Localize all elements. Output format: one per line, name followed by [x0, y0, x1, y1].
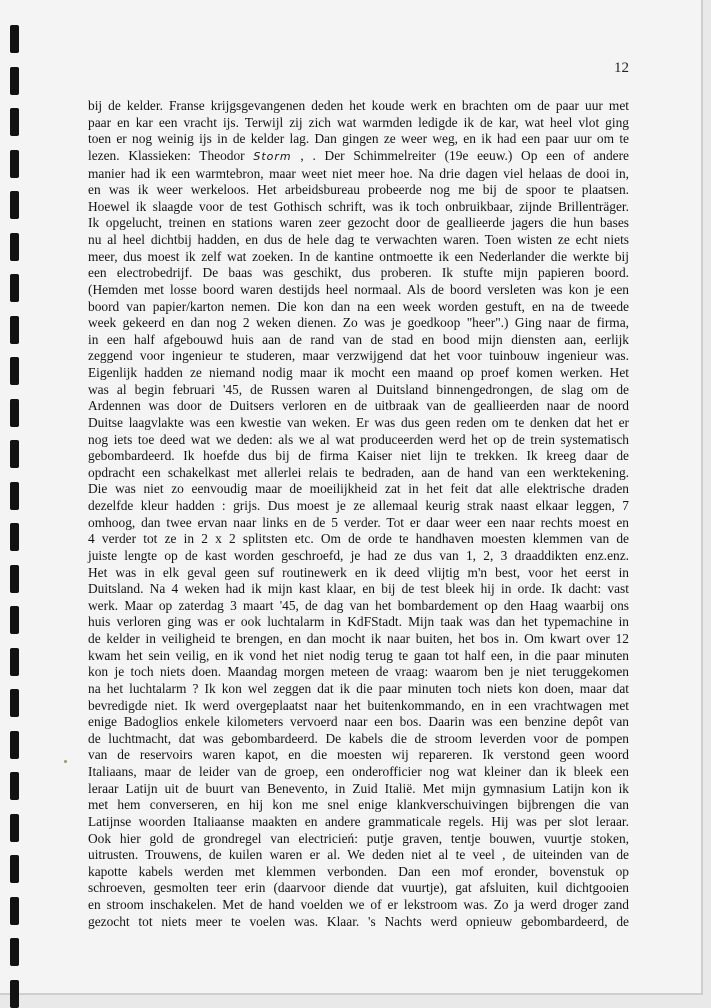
text-line: leraar Latijn uit de buurt van Benevento, in Zuid Italië. Met mijn gymnasium Latijn kon ik — [88, 780, 629, 796]
stray-mark — [64, 760, 67, 763]
text-segment: , . Der Schimmelreiter (19e eeuw.) Op een of andere — [291, 147, 629, 163]
binder-hole — [10, 150, 19, 178]
text-line: Die was niet zo eenvoudig maar de moeilijkheid zat in het feit dat alle elektrische draden — [88, 481, 629, 497]
text-line: Ardennen was door de Duitsers verloren en de uitbraak van de geallieerden naar de noord — [88, 398, 629, 414]
binder-hole — [10, 565, 19, 593]
text-line: Het was in elk geval geen suf routinewerk en ik deed vlijtig m'n best, voor het eerst in — [88, 564, 629, 580]
binder-hole — [10, 855, 19, 883]
text-line: kapotte kabels werden met klemmen verbonden. Dan een mof eronder, bovenstuk op — [88, 863, 629, 879]
text-line: huis verloren ging was er ook luchtalarm in KdFStadt. Mijn taak was dan het typemachine in — [88, 614, 629, 630]
text-line: met hem converseren, en hij kon me snel enige klankverschuivingen bijbrengen die van — [88, 797, 629, 813]
text-line: Latijnse woorden Italiaanse maakten en andere grammaticale regels. Hij was per slot leraar. — [88, 813, 629, 829]
binder-hole — [10, 648, 19, 676]
text-line: van de reservoirs waren kapot, en die moesten wij repareren. Ik verstond geen woord — [88, 747, 629, 763]
text-line: juiste lengte op de kast worden geschroefd, je had ze dus van 1, 2, 3 draaddikten enz.enz. — [88, 547, 629, 563]
text-line: meer, dus moest ik zelf wat zoeken. In de kantine ontmoette ik een Nederlander die werkte bij — [88, 248, 629, 264]
text-line: de kelder in veiligheid te brengen, en dan mocht ik naar buiten, het bos in. Om kwart over 12 — [88, 631, 629, 646]
binder-hole — [10, 731, 19, 759]
text-line: en stroom inschakelen. Met de hand voelden we of er lekstroom was. Zo ja werd droger zand — [88, 897, 629, 912]
body-text — [88, 98, 629, 930]
binder-hole — [10, 25, 19, 53]
binder-hole — [10, 980, 19, 1008]
text-line — [88, 148, 629, 166]
text-line: 4 verder tot ze in 2 x 2 splitsten etc. Om de orde te handhaven moesten klemmen van de — [88, 531, 629, 547]
binder-hole — [10, 772, 19, 800]
binder-hole — [10, 606, 19, 634]
text-line: een electrobedrijf. De baas was geschikt, dus proberen. Ik stufte mijn papieren boord. — [88, 265, 629, 281]
text-line: nog iets toe deed wat we deden: als we al wat produceerden werd het op de trein systematisch — [88, 431, 629, 447]
binder-hole — [10, 938, 19, 966]
binder-hole — [10, 108, 19, 136]
text-line: kon je toch niets doen. Maandag morgen meteen de vraag: waarom ben je niet teruggekomen — [88, 664, 629, 680]
text-line: Ook hier gold de grondregel van electricień: putje graven, tentje bouwen, vuurtje stoken, — [88, 830, 629, 846]
text-line: en was ik weer werkeloos. Het arbeidsbureau probeerde nog me bij de spoor te plaatsen. — [88, 182, 629, 198]
text-line: nu al heel dichtbij hadden, en dus de hele dag te verwachten waren. Toen wisten ze echt niets — [88, 232, 629, 247]
text-line: schroeven, gesmolten teer erin (daarvoor diende dat vuurtje), gat afsluiten, kuil dichtgooien — [88, 880, 629, 896]
text-line: uitrusten. Trouwens, de kuilen waren er al. We deden niet al te veel , de uiteinden van de — [88, 847, 629, 863]
binder-hole — [10, 523, 19, 551]
binder-hole — [10, 233, 19, 261]
text-line: omhoog, dan twee ervan naar links en de 5 verder. Tot er daar weer een naar rechts moest en — [88, 514, 629, 530]
binder-hole — [10, 357, 19, 385]
binder-hole — [10, 482, 19, 510]
text-line: bij de kelder. Franse krijgsgevangenen deden het koude werk en brachten om de paar uur met — [88, 98, 629, 113]
text-line: na het luchtalarm ? Ik kon wel zeggen dat ik die paar minuten toch niets kon doen, maar dat — [88, 680, 629, 696]
binder-holes — [10, 0, 24, 1000]
text-line: dezelfde kleur hadden : grijs. Dus moest je ze allemaal keurig strak naast elkaar leggen, 7 — [88, 498, 629, 513]
binder-hole — [10, 274, 19, 302]
text-line: enige Badoglios enkele kilometers vervoerd naar een bos. Daarin was een benzine depôt van — [88, 714, 629, 730]
text-line: Duitsland. Na 4 weken had ik mijn kast klaar, en bij de test bleek hij in orde. Ik dacht: vast — [88, 581, 629, 597]
text-line: Duitse laagvlakte was een kwestie van weken. Er was dus geen reden om te denken dat het er — [88, 414, 629, 430]
text-line: boord van papier/karton nemen. Die kon dan na een week worden gestuft, en na de tweede — [88, 298, 629, 314]
text-line: paar en kar een vracht ijs. Terwijl zij zich wat warmden ledigde ik de kar, wat heel vlot ging — [88, 114, 629, 130]
text-line: de luchtmacht, dat was gebombardeerd. De kabels die de stroom leverden voor de pompen — [88, 730, 629, 746]
text-line: opdracht een schakelkast met allerlei relais te bedraden, aan de hand van een werktekening. — [88, 464, 629, 480]
text-line: (Hemden met losse boord waren destijds heel normaal. Als de boord versleten was kon je een — [88, 281, 629, 297]
text-line: werk. Maar op zaterdag 3 maart '45, de dag van het bombardement op den Haag waarbij ons — [88, 597, 629, 613]
text-line: manier had ik een warmtebron, maar weet niet meer hoe. Na drie dagen viel helaas de dooi in, — [88, 165, 629, 181]
text-line: Eigenlijk hadden ze niemand nodig maar ik mocht een maand op proef komen werken. Het — [88, 365, 629, 380]
text-line: week gekeerd en dan nog 2 weken dienen. Zo was je goedkoop "heer".) Ging naar de firma, — [88, 315, 629, 331]
text-line: bevredigde niet. Ik werd overgeplaatst naar het buitenkommando, en in een vrachtwagen met — [88, 697, 629, 713]
binder-hole — [10, 191, 19, 219]
text-line: kwam het sein veilig, en ik vond het niet nodig terug te gaan tot half een, in die paar minuten — [88, 647, 629, 663]
handwritten-name: Storm — [253, 149, 292, 163]
text-line: Italiaans, maar de leider van de groep, een onderofficier nog wat kleiner dan ik bleek een — [88, 764, 629, 779]
text-line: zeggend voor ingenieur te studeren, maar verzwijgend dat het voor tuinbouw ingenieur was. — [88, 348, 629, 364]
binder-hole — [10, 316, 19, 344]
text-line: toen er nog weinig ijs in de kelder lag. Dan gingen ze weer weg, en ik had een paar uur om te — [88, 131, 629, 147]
binder-hole — [10, 689, 19, 717]
text-segment: lezen. Klassieken: Theodor — [88, 147, 254, 163]
binder-hole — [10, 814, 19, 842]
text-line: Ik opgelucht, treinen en stations waren zeer gezocht door de geallieerde jagers die hun bases — [88, 215, 629, 231]
text-line: gezocht tot niets meer te voelen was. Klaar. 's Nachts werd opnieuw gebombardeerd, de — [88, 913, 629, 929]
text-line: in een half afgebouwd huis aan de rand van de stad en bood mijn diensten aan, eerlijk — [88, 331, 629, 347]
text-line: Hoewel ik slaagde voor de test Gothisch schrift, was ik toch onbruikbaar, zijnde Brillenträger. — [88, 198, 629, 214]
binder-hole — [10, 440, 19, 468]
page-number: 12 — [614, 60, 629, 76]
text-line: was al begin februari '45, de Russen waren al Duitsland binnengedrongen, de slag om de — [88, 381, 629, 397]
binder-hole — [10, 67, 19, 95]
binder-hole — [10, 897, 19, 925]
binder-hole — [10, 399, 19, 427]
text-line: gebombardeerd. Ik hoefde dus bij de firma Kaiser niet lijn te trekken. Ik kreeg daar de — [88, 448, 629, 464]
